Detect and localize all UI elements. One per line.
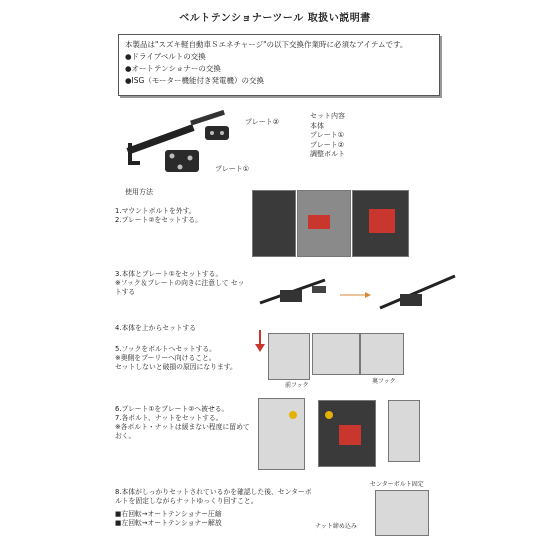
intro-box — [118, 34, 440, 96]
set-contents-item: セット内容 — [310, 112, 345, 120]
page-title: ベルトテンショナーツール 取扱い説明書 — [179, 13, 371, 24]
step-7-note: ※各ボルト・ナットは緩まない程度に留めておく。 — [115, 423, 250, 440]
intro-item: ●ISG（モーター機能付き発電機）の交換 — [125, 76, 265, 85]
set-contents-item: 調整ボルト — [310, 150, 345, 158]
arrow-down-icon — [255, 330, 265, 354]
step5-photo-a — [312, 333, 360, 375]
step-8: 8.本体がしっかりセットされているかを確認した後、センターボルトを固定しながらナットゆっくり回すこと。 — [115, 488, 312, 505]
step-5-note2: セットしないと破損の原因になります。 — [115, 363, 237, 371]
intro-text: 本製品は"スズキ軽自動車Ｓエネチャージ"の以下交換作業時に必須なアイテムです。 — [125, 40, 408, 49]
step2-result-photo — [352, 190, 409, 257]
step-7: 7.各ボルト、ナットをセットする。 — [115, 414, 223, 422]
step-6: 6.プレート①をプレート②へ被せる。 — [115, 405, 229, 413]
step6-photo — [258, 398, 305, 470]
set-contents — [310, 112, 345, 160]
step7-bolt-photo — [388, 400, 420, 462]
step-1: 1.マウントボルトを外す。 — [115, 207, 196, 215]
step1-photo — [252, 190, 296, 257]
front-hook-caption: 前フック — [285, 382, 309, 389]
step5-photo-b — [360, 333, 404, 375]
step-4: 4.本体を上からセットする — [115, 324, 197, 332]
tool-illustration — [120, 108, 240, 188]
step-3: 3.本体とプレート①をセットする。 — [115, 270, 223, 278]
usage-heading: 使用方法 — [125, 188, 153, 196]
rear-hook-caption: 奥フック — [372, 378, 396, 385]
step-2: 2.プレート②をセットする。 — [115, 216, 202, 224]
step-5-note1: ※奥側をプーリーへ向けること。 — [115, 354, 216, 362]
step4-photo — [268, 333, 310, 380]
nut-caption: ナット締め込み — [315, 523, 357, 530]
plate2-label: プレート② — [245, 118, 279, 126]
rotation-left: ■左回転→オートテンショナー解放 — [115, 519, 222, 527]
step7-photo — [318, 400, 376, 467]
intro-item: ●ドライブベルトの交換 — [125, 52, 206, 61]
set-contents-item: プレート② — [310, 140, 344, 149]
set-contents-item: プレート① — [310, 131, 344, 139]
rotation-right: ■右回転→オートテンショナー圧縮 — [115, 510, 222, 518]
step-5: 5.フックをボルトへセットする。 — [115, 345, 216, 353]
set-contents-item: 本体 — [310, 121, 324, 130]
plate1-label: プレート① — [215, 165, 249, 173]
step3-illustration — [250, 268, 460, 318]
intro-item: ●オートテンショナーの交換 — [125, 64, 221, 73]
step2-photo — [297, 190, 351, 257]
center-bolt-caption: センターボルト固定 — [370, 481, 424, 488]
step8-photo — [375, 490, 429, 536]
step-3-note: ※フック＆プレートの向きに注意して セットする — [115, 279, 245, 296]
